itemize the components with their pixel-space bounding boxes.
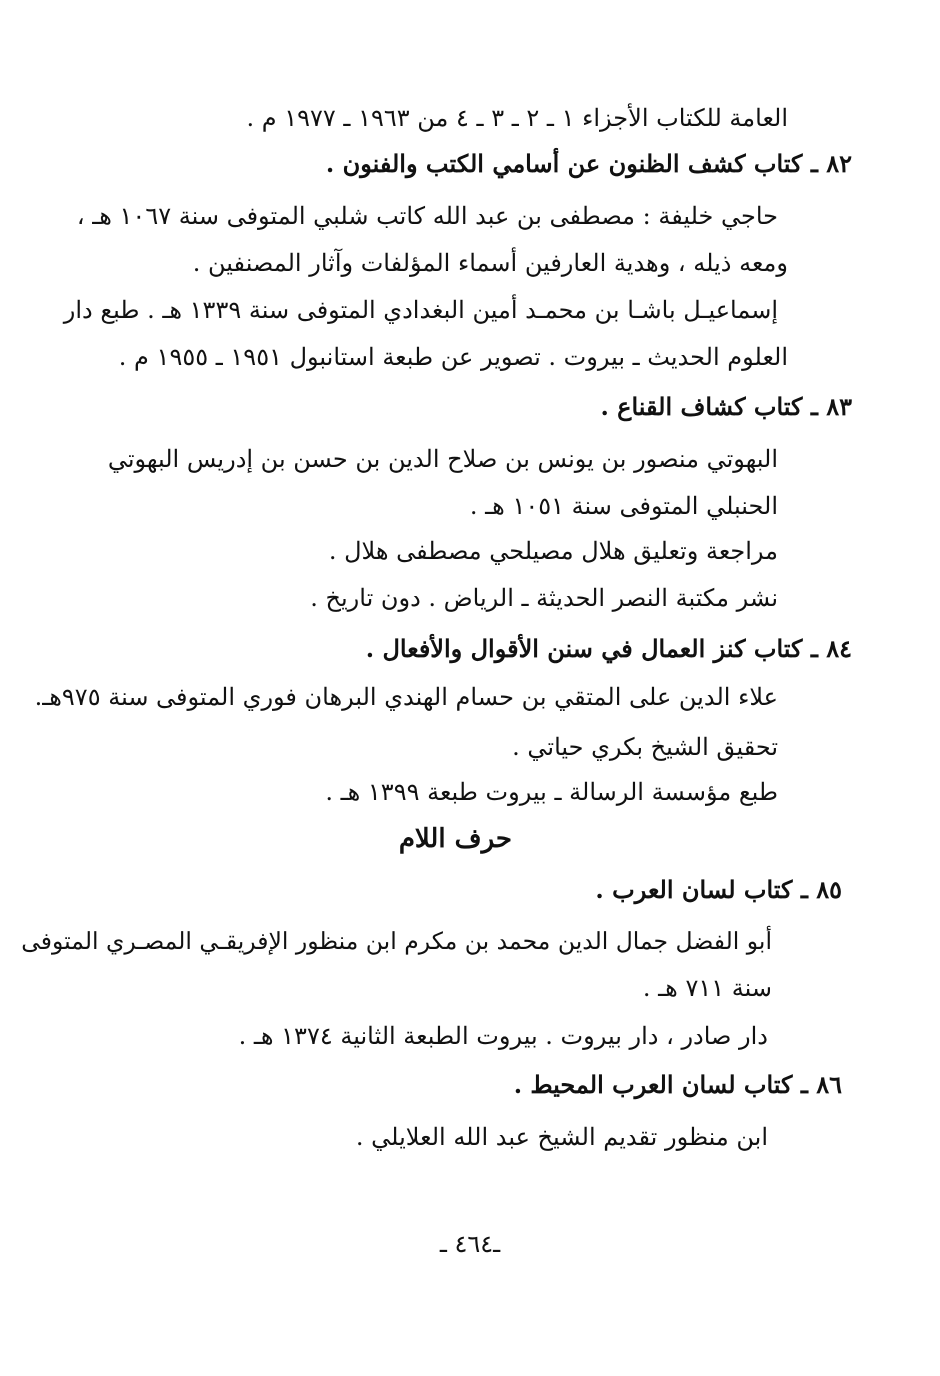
entry-83-title: ٨٣ ـ كتاب كشاف القناع .: [600, 392, 852, 421]
entry-82-text: العلوم الحديث ـ بيروت . تصوير عن طبعة استانبول ١٩٥١ ـ ١٩٥٥ م .: [118, 343, 788, 371]
entry-84-text: تحقيق الشيخ بكري حياتي .: [512, 733, 778, 761]
entry-83-text: الحنبلي المتوفى سنة ١٠٥١ هـ .: [469, 492, 778, 520]
entry-83-text: مراجعة وتعليق هلال مصيلحي مصطفى هلال .: [328, 537, 778, 565]
entry-82-author: حاجي خليفة : مصطفى بن عبد الله كاتب شلبي المتوفى سنة ١٠٦٧ هـ ،: [76, 202, 778, 230]
entry-84-title: ٨٤ ـ كتاب كنز العمال في سنن الأقوال والأفعال .: [365, 634, 852, 663]
entry-85-author: أبو الفضل جمال الدين محمد بن مكرم ابن منظور الإفريقـي المصـري المتوفى: [21, 927, 772, 955]
entry-85-text: دار صادر ، دار بيروت . بيروت الطبعة الثانية ١٣٧٤ هـ .: [238, 1022, 768, 1050]
entry-83-text: نشر مكتبة النصر الحديثة ـ الرياض . دون تاريخ .: [310, 584, 778, 612]
text-line-continuation: العامة للكتاب الأجزاء ١ ـ ٢ ـ ٣ ـ ٤ من ١٩٦٣ ـ ١٩٧٧ م .: [246, 104, 788, 132]
entry-84-text: طبع مؤسسة الرسالة ـ بيروت طبعة ١٣٩٩ هـ .: [325, 778, 778, 806]
entry-83-author: البهوتي منصور بن يونس بن صلاح الدين بن حسن بن إدريس البهوتي: [107, 445, 778, 473]
entry-86-title: ٨٦ ـ كتاب لسان العرب المحيط .: [513, 1070, 842, 1099]
entry-82-text: إسماعيـل باشـا بن محمـد أمين البغدادي المتوفى سنة ١٣٣٩ هـ . طبع دار: [63, 296, 778, 324]
page-number: ـ٤٦٤ ـ: [439, 1230, 501, 1258]
entry-82-text: ومعه ذيله ، وهدية العارفين أسماء المؤلفات وآثار المصنفين .: [192, 249, 788, 277]
entry-84-author: علاء الدين على المتقي بن حسام الهندي البرهان فوري المتوفى سنة ٩٧٥هـ.: [34, 683, 778, 711]
entry-82-title: ٨٢ ـ كتاب كشف الظنون عن أسامي الكتب والفنون .: [325, 149, 852, 178]
entry-86-author: ابن منظور تقديم الشيخ عبد الله العلايلي .: [355, 1123, 768, 1151]
entry-85-title: ٨٥ ـ كتاب لسان العرب .: [595, 875, 842, 904]
section-heading: حرف اللام: [398, 824, 512, 854]
entry-85-text: سنة ٧١١ هـ .: [642, 974, 772, 1002]
